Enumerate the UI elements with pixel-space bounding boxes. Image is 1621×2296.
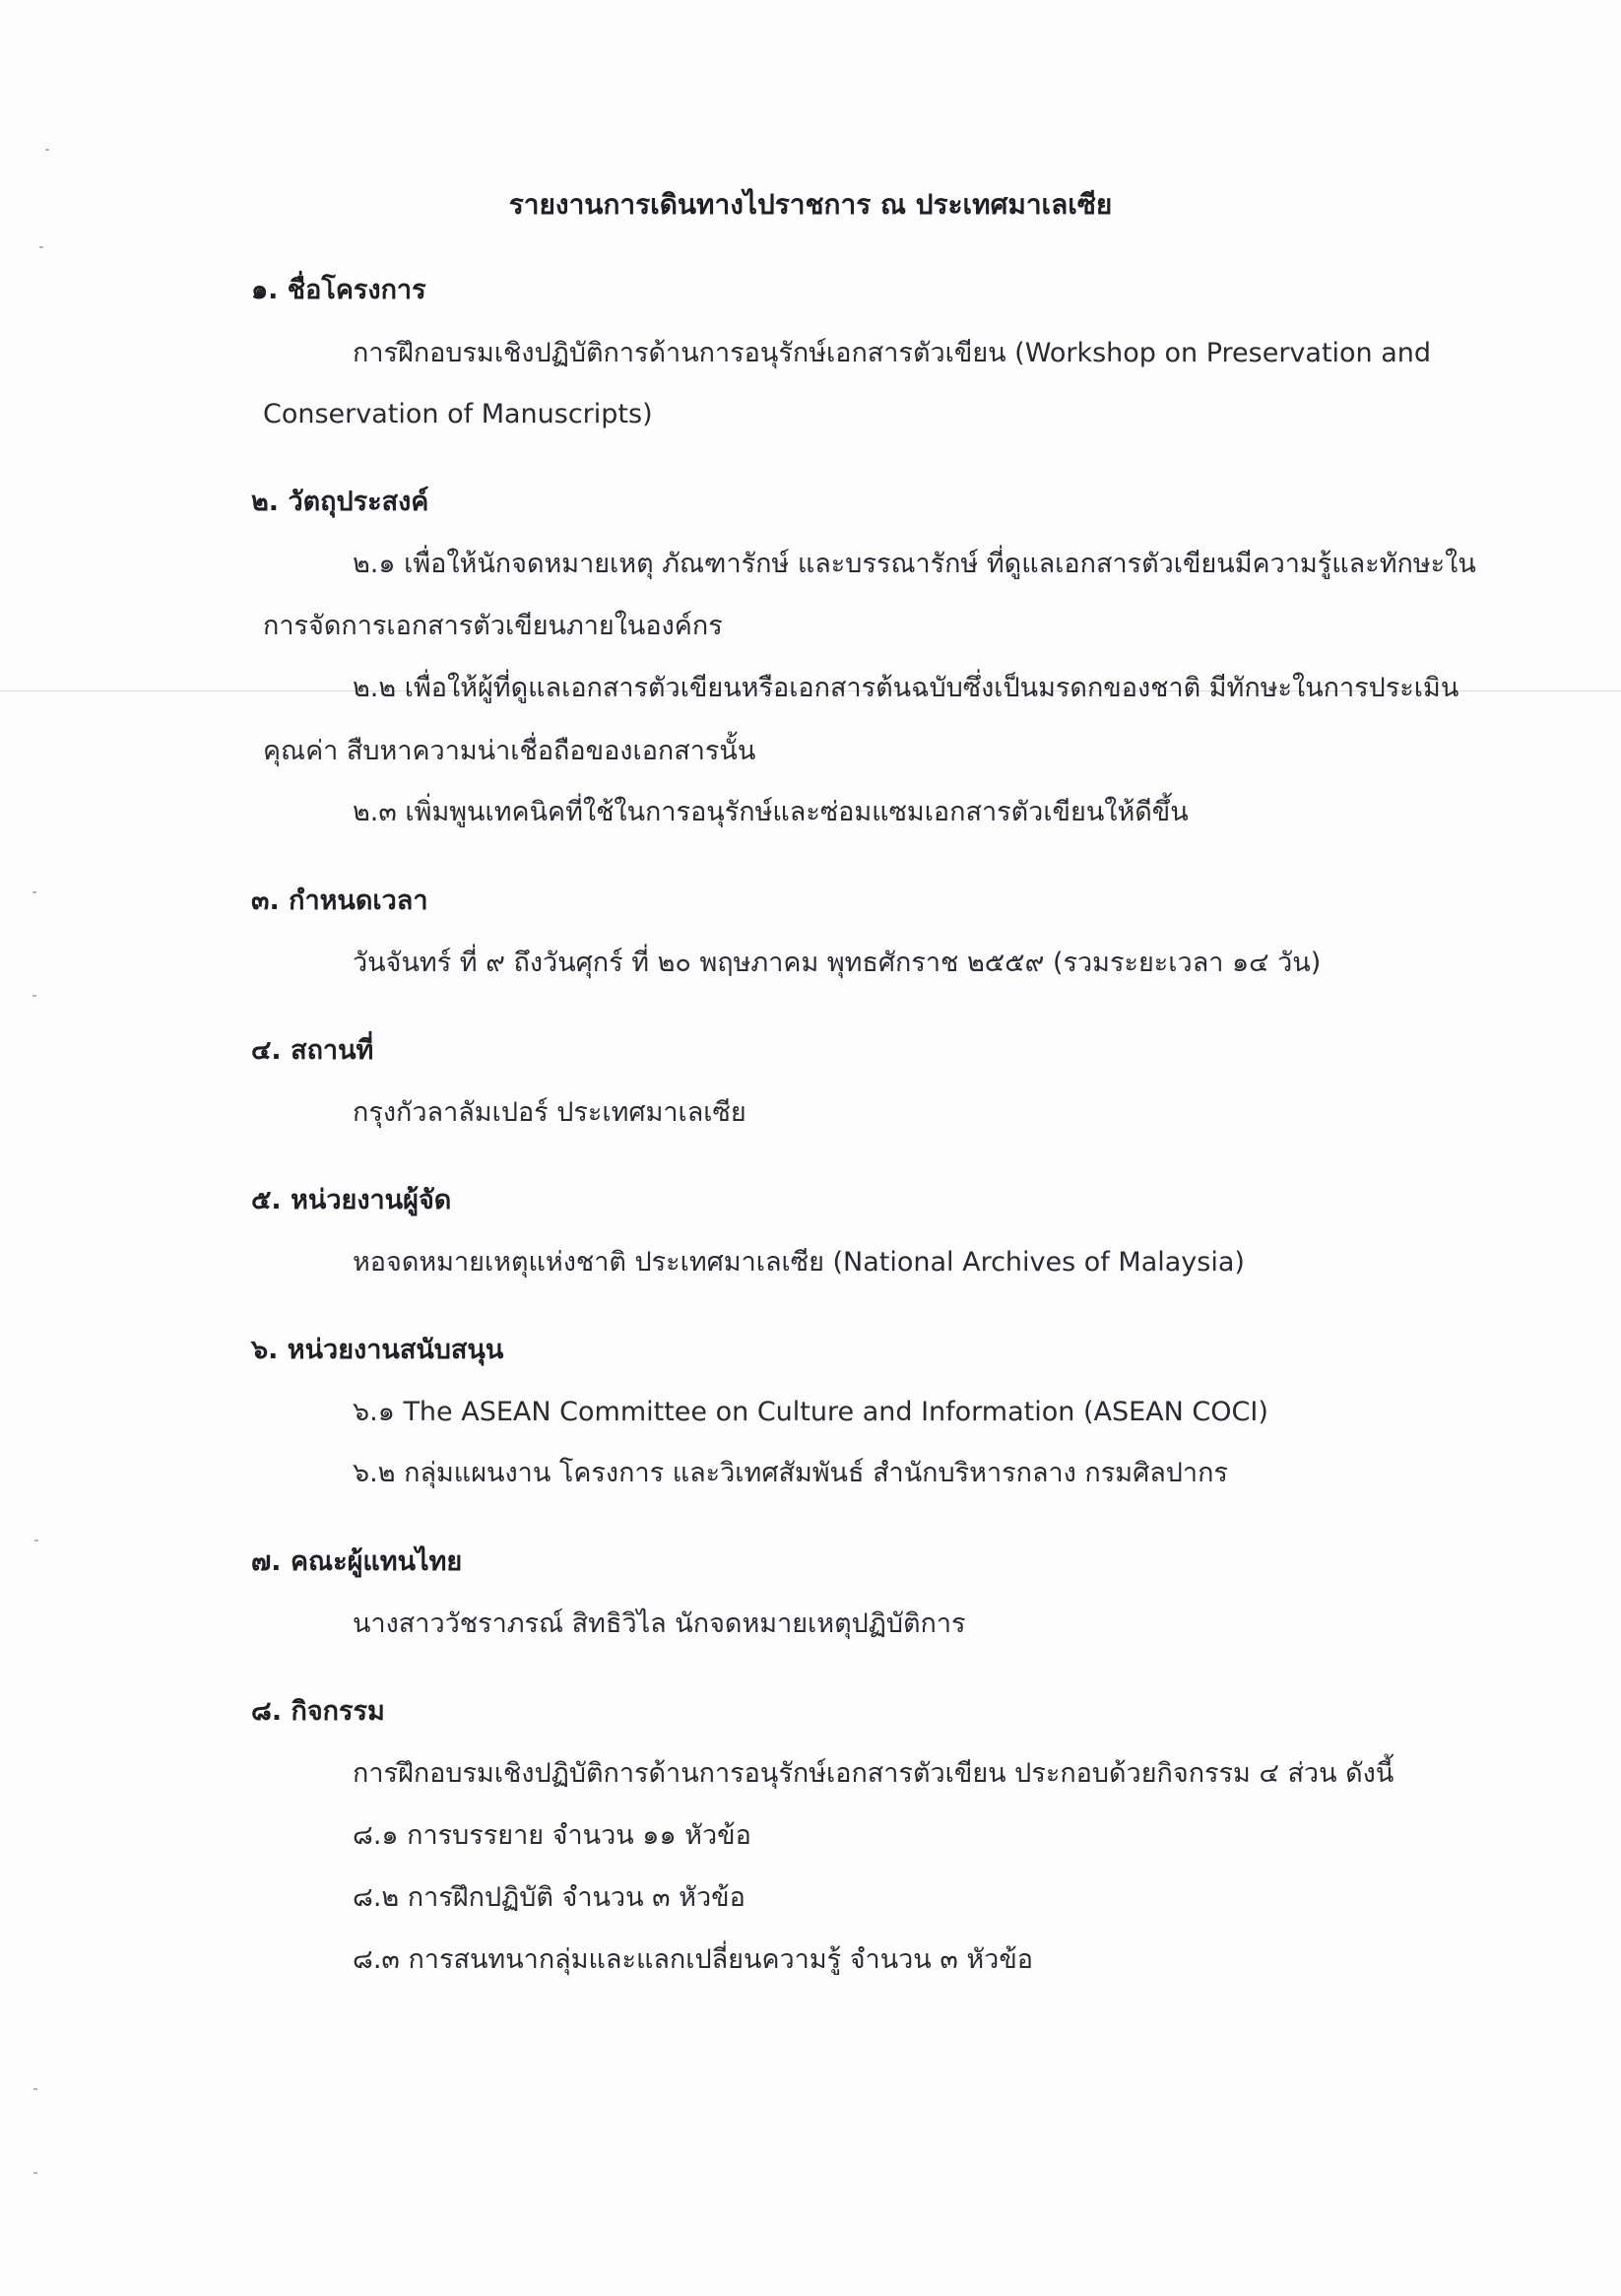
section-heading-project-name: ๑. ชื่อโครงการ xyxy=(251,275,426,305)
scan-speck xyxy=(33,2088,37,2090)
section-heading-activities: ๘. กิจกรรม xyxy=(251,1696,385,1727)
scan-speck xyxy=(45,149,49,151)
section-heading-venue: ๔. สถานที่ xyxy=(251,1035,374,1066)
scan-speck xyxy=(32,995,36,997)
body-line: การจัดการเอกสารตัวเขียนภายในองค์กร xyxy=(263,611,723,641)
body-line: ๖.๒ กลุ่มแผนงาน โครงการ และวิเทศสัมพันธ์ สำนักบริหารกลาง กรมศิลปากร xyxy=(353,1458,1228,1488)
section-heading-delegation: ๗. คณะผู้แทนไทย xyxy=(251,1546,463,1577)
body-line: ๘.๑ การบรรยาย จำนวน ๑๑ หัวข้อ xyxy=(353,1820,751,1851)
document-title: รายงานการเดินทางไปราชการ ณ ประเทศมาเลเซีย xyxy=(508,188,1113,221)
body-line: ๘.๒ การฝึกปฏิบัติ จำนวน ๓ หัวข้อ xyxy=(353,1882,746,1913)
section-heading-supporters: ๖. หน่วยงานสนับสนุน xyxy=(251,1335,504,1365)
body-line: วันจันทร์ ที่ ๙ ถึงวันศุกร์ ที่ ๒๐ พฤษภาคม พุทธศักราช ๒๕๕๙ (รวมระยะเวลา ๑๔ วัน) xyxy=(353,948,1322,978)
body-line: หอจดหมายเหตุแห่งชาติ ประเทศมาเลเซีย (National Archives of Malaysia) xyxy=(353,1247,1245,1278)
body-line: ๖.๑ The ASEAN Committee on Culture and Information (ASEAN COCI) xyxy=(353,1397,1268,1427)
body-line: ๒.๓ เพิ่มพูนเทคนิคที่ใช้ในการอนุรักษ์และซ่อมแซมเอกสารตัวเขียนให้ดีขึ้น xyxy=(353,797,1189,827)
body-line: ๘.๓ การสนทนากลุ่มและแลกเปลี่ยนความรู้ จำนวน ๓ หัวข้อ xyxy=(353,1944,1034,1975)
body-line: คุณค่า สืบหาความน่าเชื่อถือของเอกสารนั้น xyxy=(263,736,756,766)
section-heading-organizer: ๕. หน่วยงานผู้จัด xyxy=(251,1185,452,1215)
scan-speck xyxy=(39,246,43,248)
body-line: การฝึกอบรมเชิงปฏิบัติการด้านการอนุรักษ์เอกสารตัวเขียน ประกอบด้วยกิจกรรม ๔ ส่วน ดังนี้ xyxy=(353,1758,1394,1789)
section-heading-schedule: ๓. กำหนดเวลา xyxy=(251,886,428,916)
body-line: Conservation of Manuscripts) xyxy=(263,399,653,429)
body-line: กรุงกัวลาลัมเปอร์ ประเทศมาเลเซีย xyxy=(353,1097,746,1128)
scan-speck xyxy=(32,891,36,893)
body-line: ๒.๒ เพื่อให้ผู้ที่ดูแลเอกสารตัวเขียนหรือเอกสารต้นฉบับซึ่งเป็นมรดกของชาติ มีทักษะในการประเมิน xyxy=(353,673,1459,703)
body-line: การฝึกอบรมเชิงปฏิบัติการด้านการอนุรักษ์เอกสารตัวเขียน (Workshop on Preservation and xyxy=(353,338,1432,368)
section-heading-objectives: ๒. วัตถุประสงค์ xyxy=(251,487,429,517)
scan-speck xyxy=(34,1540,38,1542)
scan-speck xyxy=(33,2172,37,2174)
body-line: นางสาววัชราภรณ์ สิทธิวิไล นักจดหมายเหตุปฏิบัติการ xyxy=(353,1608,966,1639)
body-line: ๒.๑ เพื่อให้นักจดหมายเหตุ ภัณฑารักษ์ และบรรณารักษ์ ที่ดูแลเอกสารตัวเขียนมีความรู้และทักษะใน xyxy=(353,549,1476,579)
